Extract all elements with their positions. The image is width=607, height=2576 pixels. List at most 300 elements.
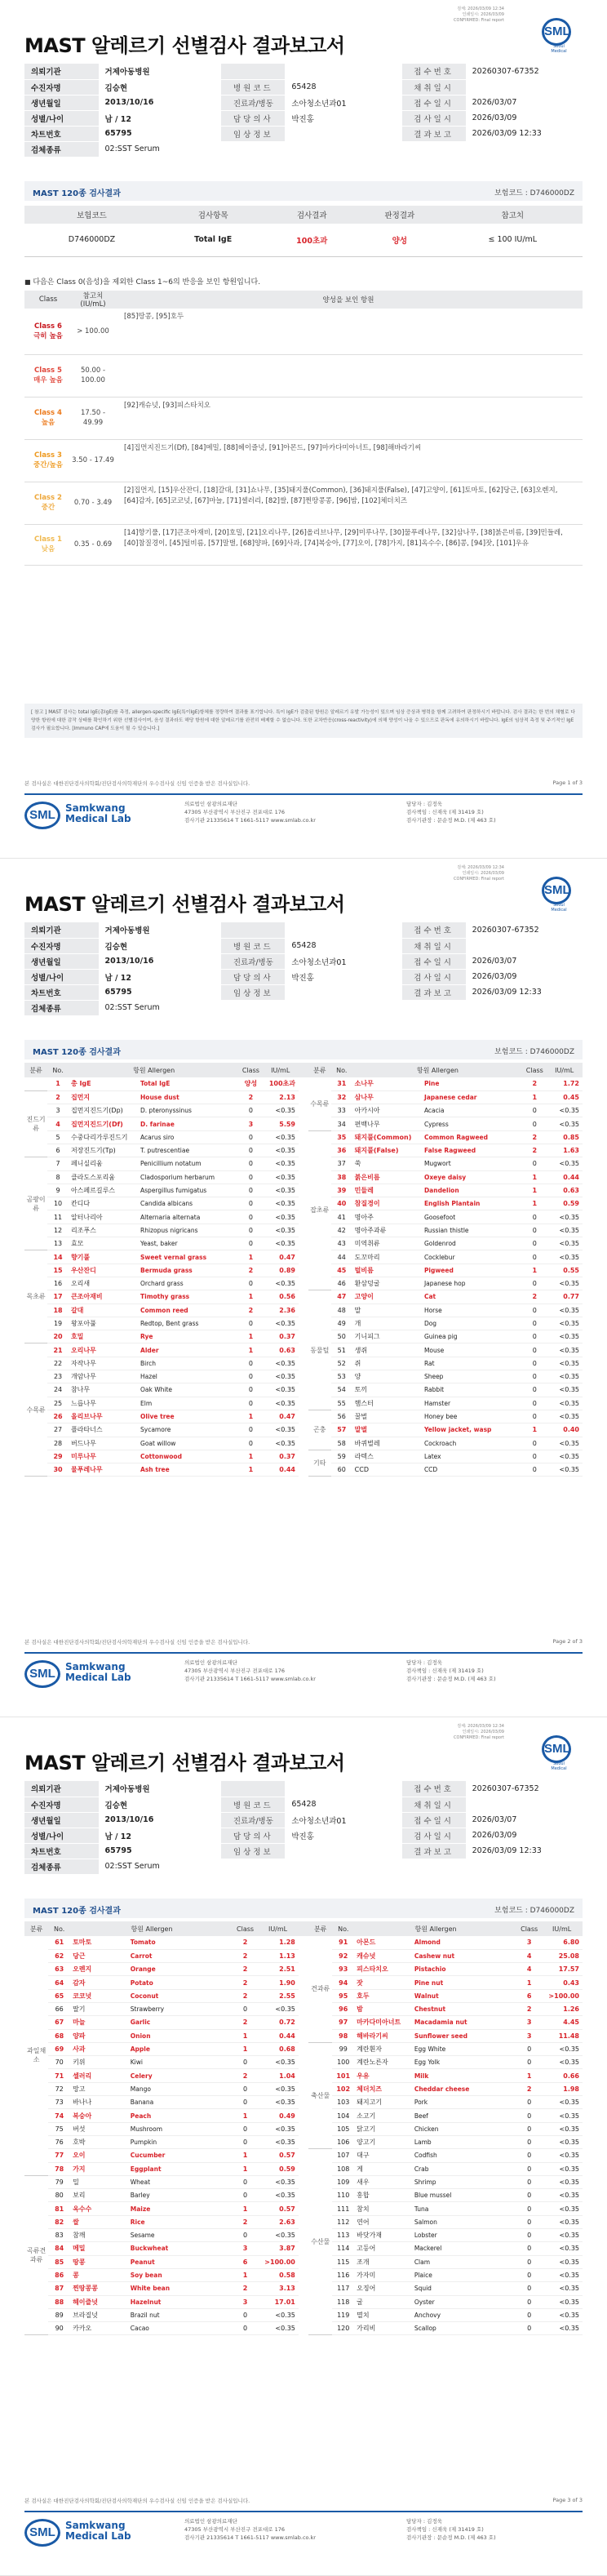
allergen-english: Strawberry xyxy=(128,2002,233,2015)
allergen-number: 35 xyxy=(331,1130,352,1144)
allergen-class: 0 xyxy=(523,1383,546,1397)
allergen-number: 16 xyxy=(47,1277,69,1290)
allergen-value: <0.35 xyxy=(541,2162,583,2175)
allergen-korean: 명아주과류 xyxy=(352,1224,422,1237)
allergen-korean: 양고기 xyxy=(354,2135,412,2148)
allergen-value: >100.00 xyxy=(541,1989,583,2002)
allergen-class: 0 xyxy=(239,1423,262,1437)
allergen-class: 2 xyxy=(523,1077,546,1090)
allergen-class: 0 xyxy=(523,1437,546,1450)
allergen-english: Dog xyxy=(422,1317,523,1330)
allergen-value: <0.35 xyxy=(541,2229,583,2242)
allergen-number: 57 xyxy=(331,1423,352,1437)
allergen-value: <0.35 xyxy=(546,1370,583,1383)
allergen-korean: 보리 xyxy=(70,2189,128,2202)
allergen-value: 2.51 xyxy=(257,1963,299,1976)
allergen-category: 곡류견과류 xyxy=(24,2175,48,2335)
allergen-category: 동물털 xyxy=(308,1290,331,1410)
allergen-category xyxy=(24,1077,47,1090)
allergen-korean: 돼지풀(False) xyxy=(352,1144,422,1157)
allergen-english: Pumpkin xyxy=(128,2135,233,2148)
allergen-english: Hazelnut xyxy=(128,2295,233,2308)
allergen-value: 3.13 xyxy=(257,2282,299,2295)
allergen-korean: 밀 xyxy=(70,2175,128,2188)
allergen-korean: 호박 xyxy=(70,2135,128,2148)
allergen-number: 116 xyxy=(332,2268,354,2281)
allergen-korean: 물푸레나무 xyxy=(69,1463,138,1477)
report-title: MAST 알레르기 선별검사 결과보고서 xyxy=(24,893,345,916)
allergen-english: Eggplant xyxy=(128,2162,233,2175)
allergen-korean: 콩 xyxy=(70,2268,128,2281)
class-allergens: [14]향기풀, [17]큰조아재비, [20]호밀, [21]오리나무, [26]올리브나무, [29]미루나무, [30]물푸레나무, [32]삼나무, [38]붉은비름, [39]민들레, [40]참질경이, [45]털비름, [57]말벌, [68]양파, [69]사과, [74]복숭아, [77]오이, [78]가지, [81]옥수수, [86]콩, [94]잣, [101]우유 xyxy=(114,524,583,565)
collection-date xyxy=(466,1797,583,1812)
allergen-number: 7 xyxy=(47,1157,69,1170)
allergen-class: 2 xyxy=(233,1963,257,1976)
sml-logo: SML Seoul Medical xyxy=(542,18,583,46)
allergen-number: 14 xyxy=(47,1250,69,1264)
allergen-category: 곤충 xyxy=(308,1410,331,1450)
allergen-english: Soy bean xyxy=(128,2268,233,2281)
hospital-code: 65428 xyxy=(285,938,401,953)
allergen-korean: 꿀벌 xyxy=(352,1410,422,1423)
allergen-value: <0.35 xyxy=(257,2122,299,2135)
allergen-class: 1 xyxy=(233,2042,257,2055)
test-date: 2026/03/09 xyxy=(466,1828,583,1843)
allergen-value: <0.35 xyxy=(541,2096,583,2109)
allergen-class: 0 xyxy=(233,2056,257,2069)
allergen-class: 1 xyxy=(233,2202,257,2215)
allergen-english: Buckwheat xyxy=(128,2242,233,2255)
allergen-number: 91 xyxy=(332,1936,354,1949)
allergen-class: 3 xyxy=(233,2242,257,2255)
allergen-korean: 해바라기씨 xyxy=(354,2029,412,2042)
allergen-korean: 오렌지 xyxy=(70,1963,128,1976)
summary-header: 판정결과 xyxy=(357,206,443,224)
allergen-english: Penicillium notatum xyxy=(138,1157,239,1170)
allergen-korean: 집먼지 xyxy=(69,1090,138,1104)
allergen-class: 0 xyxy=(517,2202,541,2215)
allergen-value: <0.35 xyxy=(546,1317,583,1330)
allergen-class: 2 xyxy=(233,2215,257,2228)
allergen-english: Celery xyxy=(128,2069,233,2082)
allergen-korean: 참깨 xyxy=(70,2229,128,2242)
column-gap xyxy=(299,1936,308,1949)
patient-name: 김승현 xyxy=(99,79,222,95)
allergen-value: <0.35 xyxy=(257,2096,299,2109)
allergen-category: 수산물 xyxy=(308,2149,332,2335)
allergen-value: <0.35 xyxy=(262,1197,299,1210)
clinical-info xyxy=(285,1843,401,1859)
allergen-value: <0.35 xyxy=(546,1157,583,1170)
allergen-value: >100.00 xyxy=(257,2255,299,2268)
column-gap xyxy=(299,1144,308,1157)
allergen-row xyxy=(24,1170,583,1184)
signatories: 담당자 : 김정욱 검사책임 : 신재욱 (제 31419 호) 검사기관장 : 문순정 M.D. (제 463 호) xyxy=(406,801,496,824)
allergen-number: 75 xyxy=(48,2122,70,2135)
doctor: 박진홍 xyxy=(285,969,401,984)
allergen-korean: 편백나무 xyxy=(352,1117,422,1130)
allergen-number: 33 xyxy=(331,1104,352,1117)
allergen-english: Yellow jacket, wasp xyxy=(422,1423,523,1437)
birth-date: 2013/10/16 xyxy=(99,953,222,969)
allergen-value: <0.35 xyxy=(257,2056,299,2069)
allergen-korean: 바퀴벌레 xyxy=(352,1437,422,1450)
allergen-class: 0 xyxy=(523,1210,546,1224)
print-meta: 검체: 2026/03/09 12:34 인쇄일시: 2026/03/09 CONFIRMED: Final report xyxy=(454,7,504,23)
allergen-row xyxy=(24,1304,583,1317)
allergen-value: <0.35 xyxy=(262,1423,299,1437)
allergen-english: Cashew nut xyxy=(412,1949,517,1962)
grid-header: Class xyxy=(517,1921,541,1936)
allergen-number: 26 xyxy=(47,1410,69,1423)
allergen-row xyxy=(24,2002,583,2015)
allergen-english: Goat willow xyxy=(138,1437,239,1450)
allergen-class: 1 xyxy=(239,1250,262,1264)
allergen-korean: 캐슈넛 xyxy=(354,1949,412,1962)
allergen-number: 87 xyxy=(48,2282,70,2295)
allergen-korean: 바닷가재 xyxy=(354,2229,412,2242)
allergen-korean: 가지 xyxy=(70,2162,128,2175)
allergen-row xyxy=(24,2042,583,2055)
allergen-class: 1 xyxy=(233,2149,257,2162)
allergen-class: 0 xyxy=(239,1104,262,1117)
allergen-number: 10 xyxy=(47,1197,69,1210)
allergen-number: 78 xyxy=(48,2162,70,2175)
grid-header: 분류 xyxy=(24,1063,47,1077)
allergen-korean: 참나무 xyxy=(69,1383,138,1397)
allergen-row xyxy=(24,2162,583,2175)
column-gap xyxy=(299,1224,308,1237)
allergen-category: 잡초류 xyxy=(308,1130,331,1290)
allergen-korean: 굴 xyxy=(354,2295,412,2308)
company-address: 의료법인 삼광의료재단 47305 부산광역시 부산진구 전포대로 176 검사기관 21335614 T 1661-5117 www.smlab.co.kr xyxy=(184,1659,316,1682)
allergen-korean: 집먼지진드기(Dp) xyxy=(69,1104,138,1117)
allergen-class: 0 xyxy=(239,1144,262,1157)
allergen-korean: 느릅나무 xyxy=(69,1397,138,1410)
allergen-class: 1 xyxy=(233,2029,257,2042)
allergen-number: 1 xyxy=(47,1077,69,1090)
allergen-korean: 명아주 xyxy=(352,1210,422,1224)
grid-header: No. xyxy=(331,1063,352,1077)
allergen-english: Oak White xyxy=(138,1383,239,1397)
allergen-value: <0.35 xyxy=(541,2122,583,2135)
allergen-value: <0.35 xyxy=(262,1184,299,1197)
allergen-class: 0 xyxy=(523,1397,546,1410)
class-level: 높음 xyxy=(41,419,55,427)
allergen-number: 45 xyxy=(331,1264,352,1277)
grid-header: No. xyxy=(48,1921,70,1936)
allergen-value: <0.35 xyxy=(546,1237,583,1250)
allergen-english: Rabbit xyxy=(422,1383,523,1397)
allergen-number: 70 xyxy=(48,2056,70,2069)
allergen-class: 0 xyxy=(517,2175,541,2188)
collection-date xyxy=(466,938,583,953)
allergen-row xyxy=(24,1130,583,1144)
allergen-row xyxy=(24,1317,583,1330)
note-text: 다음은 Class 0(음성)을 제외한 Class 1~6의 반응을 보인 항원입니다. xyxy=(33,278,261,286)
allergen-class: 0 xyxy=(517,2056,541,2069)
allergen-korean: 마늘 xyxy=(70,2016,128,2029)
allergen-number: 92 xyxy=(332,1949,354,1962)
allergen-row xyxy=(24,2322,583,2335)
allergen-korean: 말벌 xyxy=(352,1423,422,1437)
allergen-number: 55 xyxy=(331,1397,352,1410)
sex-age: 남 / 12 xyxy=(99,1828,222,1843)
allergen-number: 34 xyxy=(331,1117,352,1130)
clinical-info xyxy=(285,126,401,141)
allergen-english: Mouse xyxy=(422,1344,523,1357)
allergen-value: <0.35 xyxy=(262,1397,299,1410)
column-gap xyxy=(299,2175,308,2188)
allergen-class: 0 xyxy=(523,1344,546,1357)
grid-header: IU/mL xyxy=(262,1063,299,1077)
allergen-number: 11 xyxy=(47,1210,69,1224)
allergen-korean: 개암나무 xyxy=(69,1370,138,1383)
allergen-korean: 헤이즐넛 xyxy=(70,2295,128,2308)
allergen-class: 3 xyxy=(517,2016,541,2029)
allergen-grid xyxy=(24,1921,583,2335)
allergen-english: Barley xyxy=(128,2189,233,2202)
allergen-class: 1 xyxy=(523,1423,546,1437)
allergen-number: 66 xyxy=(48,2002,70,2015)
allergen-korean: 털비름 xyxy=(352,1264,422,1277)
class-level: 낮음 xyxy=(41,545,55,553)
allergen-value: <0.35 xyxy=(546,1277,583,1290)
allergen-value: 2.63 xyxy=(257,2215,299,2228)
specimen-type: 02:SST Serum xyxy=(99,1000,583,1015)
allergen-english: Olive tree xyxy=(138,1410,239,1423)
allergen-value: 0.45 xyxy=(546,1090,583,1104)
allergen-korean: 참질경이 xyxy=(352,1197,422,1210)
allergen-english: Pine nut xyxy=(412,1976,517,1989)
column-gap xyxy=(299,1357,308,1370)
column-gap xyxy=(299,1976,308,1989)
allergen-english: Egg White xyxy=(412,2042,517,2055)
allergen-class: 0 xyxy=(239,1277,262,1290)
allergen-number: 106 xyxy=(332,2135,354,2148)
allergen-class: 0 xyxy=(239,1370,262,1383)
allergen-value: 1.90 xyxy=(257,1976,299,1989)
allergen-korean: 리조푸스 xyxy=(69,1224,138,1237)
allergen-row xyxy=(24,2056,583,2069)
allergen-value: <0.35 xyxy=(262,1370,299,1383)
allergen-class: 0 xyxy=(233,2122,257,2135)
allergen-class: 0 xyxy=(517,2282,541,2295)
allergen-korean: 찐땅콩콩 xyxy=(70,2282,128,2295)
allergen-english: T. putrescentiae xyxy=(138,1144,239,1157)
class-level: 중간/높음 xyxy=(33,461,63,469)
allergen-english: Scallop xyxy=(412,2322,517,2335)
allergen-english: House dust xyxy=(138,1090,239,1104)
class-row xyxy=(24,482,583,524)
allergen-number: 113 xyxy=(332,2229,354,2242)
allergen-number: 19 xyxy=(47,1317,69,1330)
allergen-value: 0.63 xyxy=(262,1344,299,1357)
allergen-english: Total IgE xyxy=(138,1077,239,1090)
column-gap xyxy=(299,2096,308,2109)
allergen-class: 0 xyxy=(517,2229,541,2242)
allergen-class: 0 xyxy=(517,2135,541,2148)
receipt-date: 2026/03/07 xyxy=(466,953,583,969)
allergen-class: 2 xyxy=(523,1144,546,1157)
report-page-2 xyxy=(0,859,607,1717)
allergen-class: 0 xyxy=(517,2308,541,2321)
class-name xyxy=(24,482,72,524)
class-range: 0.70 - 3.49 xyxy=(72,482,114,524)
allergen-value: 2.36 xyxy=(262,1304,299,1317)
allergen-row xyxy=(24,1184,583,1197)
allergen-english: Sycamore xyxy=(138,1423,239,1437)
allergen-row xyxy=(24,1277,583,1290)
allergen-korean: 메밀 xyxy=(70,2242,128,2255)
allergen-korean: 큰조아재비 xyxy=(69,1290,138,1304)
allergen-value: <0.35 xyxy=(541,2135,583,2148)
allergen-class: 2 xyxy=(233,1976,257,1989)
column-gap xyxy=(299,2135,308,2148)
allergen-value: 11.48 xyxy=(541,2029,583,2042)
column-gap xyxy=(299,1450,308,1463)
allergen-row xyxy=(24,1949,583,1962)
allergen-row xyxy=(24,2096,583,2109)
allergen-number: 12 xyxy=(47,1224,69,1237)
allergen-row xyxy=(24,2215,583,2228)
allergen-english: Cypress xyxy=(422,1117,523,1130)
allergen-english: Russian thistle xyxy=(422,1224,523,1237)
allergen-english: Candida albicans xyxy=(138,1197,239,1210)
allergen-value: 1.13 xyxy=(257,1949,299,1962)
allergen-english: Mugwort xyxy=(422,1157,523,1170)
allergen-english: Redtop, Bent grass xyxy=(138,1317,239,1330)
class-label: Class 6 xyxy=(34,322,62,331)
allergen-english: Pigweed xyxy=(422,1264,523,1277)
allergen-english: Plaice xyxy=(412,2268,517,2281)
allergen-korean: 쥐 xyxy=(352,1357,422,1370)
allergen-number: 46 xyxy=(331,1277,352,1290)
allergen-class: 1 xyxy=(523,1184,546,1197)
allergen-english: False Ragweed xyxy=(422,1144,523,1157)
allergen-number: 105 xyxy=(332,2122,354,2135)
allergen-value: <0.35 xyxy=(257,2229,299,2242)
allergen-number: 4 xyxy=(47,1117,69,1130)
allergen-korean: 버섯 xyxy=(70,2122,128,2135)
allergen-value: 0.77 xyxy=(546,1290,583,1304)
allergen-value: 0.58 xyxy=(257,2268,299,2281)
allergen-english: Hazel xyxy=(138,1370,239,1383)
allergen-korean: 향기풀 xyxy=(69,1250,138,1264)
class-range: > 100.00 xyxy=(72,309,114,354)
class-name xyxy=(24,354,72,397)
allergen-class: 1 xyxy=(239,1410,262,1423)
allergen-value: <0.35 xyxy=(541,2282,583,2295)
allergen-korean: 카카오 xyxy=(70,2322,128,2335)
allergen-korean: 오이 xyxy=(70,2149,128,2162)
allergen-class: 1 xyxy=(233,2109,257,2122)
allergen-class: 0 xyxy=(233,2135,257,2148)
allergen-class: 0 xyxy=(523,1237,546,1250)
allergen-row xyxy=(24,2282,583,2295)
allergen-class: 0 xyxy=(239,1130,262,1144)
report-page-3 xyxy=(0,1717,607,2576)
column-gap xyxy=(299,1184,308,1197)
allergen-number: 38 xyxy=(331,1170,352,1184)
receipt-number: 20260307-67352 xyxy=(466,922,583,938)
allergen-english: Yeast, baker xyxy=(138,1237,239,1250)
allergen-number: 118 xyxy=(332,2295,354,2308)
allergen-english: Acacia xyxy=(422,1104,523,1117)
class-level: 중간 xyxy=(41,504,55,512)
allergen-korean: 올리브나무 xyxy=(69,1410,138,1423)
allergen-korean: 라텍스 xyxy=(352,1450,422,1463)
clinical-info xyxy=(285,984,401,1000)
allergen-english: Rice xyxy=(128,2215,233,2228)
chart-number: 65795 xyxy=(99,126,222,141)
column-gap xyxy=(299,1104,308,1117)
allergen-korean: 피스타치오 xyxy=(354,1963,412,1976)
allergen-row xyxy=(24,1250,583,1264)
allergen-korean: 옥수수 xyxy=(70,2202,128,2215)
allergen-number: 42 xyxy=(331,1224,352,1237)
allergen-class: 2 xyxy=(523,1290,546,1304)
allergen-korean: 감자 xyxy=(70,1976,128,1989)
summary-header: 참고치 xyxy=(443,206,583,224)
column-gap xyxy=(299,1397,308,1410)
allergen-value: 0.37 xyxy=(262,1330,299,1344)
allergen-class: 4 xyxy=(517,1963,541,1976)
allergen-english: Carrot xyxy=(128,1949,233,1962)
allergen-english: Guinea pig xyxy=(422,1330,523,1344)
allergen-number: 83 xyxy=(48,2229,70,2242)
allergen-english: Orange xyxy=(128,1963,233,1976)
allergen-korean: 도꼬마리 xyxy=(352,1250,422,1264)
allergen-english: Cucumber xyxy=(128,2149,233,2162)
footer: SML Samkwang Medical Lab 의료법인 삼광의료재단 47305 부산광역시 부산진구 전포대로 176 검사기관 21335614 T 1661-5117 www.smlab.co.kr 담당자 : 김정욱 검사책임 : 신재욱 (제 31419 호) 검사기관장 : 문순정 M.D. (제 463 호) xyxy=(24,793,583,834)
allergen-number: 32 xyxy=(331,1090,352,1104)
allergen-value: <0.35 xyxy=(262,1277,299,1290)
allergen-value: 0.56 xyxy=(262,1290,299,1304)
allergen-korean: 밤 xyxy=(354,2002,412,2015)
allergen-class: 0 xyxy=(233,2096,257,2109)
allergen-number: 23 xyxy=(47,1370,69,1383)
allergen-value: <0.35 xyxy=(262,1104,299,1117)
allergen-row xyxy=(24,1210,583,1224)
allergen-number: 102 xyxy=(332,2082,354,2095)
allergen-row xyxy=(24,1104,583,1117)
class-row xyxy=(24,524,583,565)
allergen-number: 120 xyxy=(332,2322,354,2335)
allergen-value: <0.35 xyxy=(262,1224,299,1237)
allergen-class: 0 xyxy=(517,2096,541,2109)
allergen-value: 17.57 xyxy=(541,1963,583,1976)
grid-header: 항원 Allergen xyxy=(69,1063,239,1077)
section-header: MAST 120종 검사결과 보험코드 : D746000DZ xyxy=(24,181,583,201)
allergen-korean: 참치 xyxy=(354,2202,412,2215)
allergen-korean: 게 xyxy=(354,2162,412,2175)
allergen-value: <0.35 xyxy=(546,1330,583,1344)
allergen-number: 65 xyxy=(48,1989,70,2002)
allergen-class: 0 xyxy=(239,1210,262,1224)
hospital-code: 65428 xyxy=(285,79,401,95)
institution: 거제아동병원 xyxy=(99,1781,222,1797)
allergen-english: Banana xyxy=(128,2096,233,2109)
allergen-value: <0.35 xyxy=(541,2215,583,2228)
allergen-english: Cat xyxy=(422,1290,523,1304)
column-gap xyxy=(299,1250,308,1264)
company-name: Samkwang Medical Lab xyxy=(65,2520,131,2542)
class-range: 17.50 - 49.99 xyxy=(72,397,114,439)
allergen-english: Cottonwood xyxy=(138,1450,239,1463)
allergen-value: <0.35 xyxy=(262,1130,299,1144)
allergen-number: 99 xyxy=(332,2042,354,2055)
